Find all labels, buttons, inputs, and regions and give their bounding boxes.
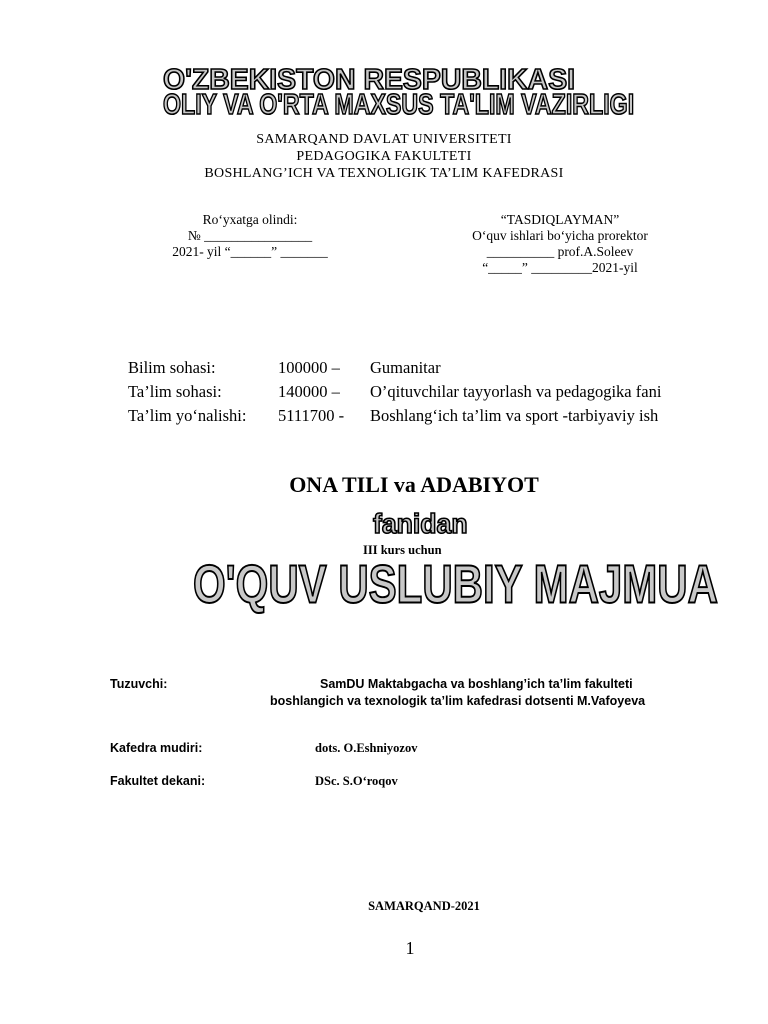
approval-role: O‘quv ishlari bo‘yicha prorektor (472, 228, 648, 243)
registration-title: Ro‘yxatga olindi: (202, 212, 298, 227)
faculty-name: PEDAGOGIKA FAKULTETI (296, 149, 472, 164)
ministry-wordart: OLIY VA O'RTA MAXSUS TA'LIM VAZIRLIGI (163, 89, 635, 121)
approval-signature: __________ prof.A.Soleev (486, 244, 634, 259)
registration-block (150, 212, 350, 260)
compiler-line-2: boshlangich va texnologik ta’lim kafedrasi dotsenti M.Vafoyeva (270, 694, 646, 708)
dean-value: DSc. S.O‘roqov (315, 774, 398, 788)
field-code: 140000 – (278, 382, 340, 401)
department-name: BOSHLANG’ICH VA TEXNOLIGIK TA’LIM KAFEDRASI (204, 166, 564, 181)
city-year: SAMARQAND-2021 (368, 899, 480, 913)
compiler-line-1: SamDU Maktabgacha va boshlang’ich ta’lim fakulteti (320, 677, 633, 691)
course-label: III kurs uchun (363, 543, 442, 557)
field-label: Ta’lim yo‘nalishi: (128, 406, 247, 425)
head-value: dots. O.Eshniyozov (315, 741, 418, 755)
field-code: 5111700 - (278, 406, 345, 425)
complex-wordart: O'QUV USLUBIY MAJMUA (193, 553, 718, 615)
fanidan-wordart: fanidan (373, 508, 468, 539)
registration-number: № ________________ (187, 228, 313, 243)
head-label: Kafedra mudiri: (110, 741, 203, 755)
subject-title: ONA TILI va ADABIYOT (289, 472, 539, 497)
registration-date: 2021- yil “______” _______ (172, 244, 328, 259)
field-value: Boshlang‘ich ta’lim va sport -tarbiyaviy ish (370, 406, 659, 425)
field-value: O’qituvchilar tayyorlash va pedagogika fani (370, 382, 662, 401)
republic-wordart: O'ZBEKISTON RESPUBLIKASI (163, 64, 576, 96)
page-number: 1 (405, 938, 415, 958)
dean-label: Fakultet dekani: (110, 774, 206, 788)
field-label: Ta’lim sohasi: (128, 382, 222, 401)
approval-date: “_____” _________2021-yil (482, 260, 638, 275)
field-value: Gumanitar (370, 358, 441, 377)
compiler-label: Tuzuvchi: (110, 677, 168, 691)
university-name: SAMARQAND DAVLAT UNIVERSITETI (256, 132, 512, 147)
field-label: Bilim sohasi: (128, 358, 216, 377)
approval-block (440, 212, 680, 276)
field-code: 100000 – (278, 358, 340, 377)
approval-title: “TASDIQLAYMAN” (500, 212, 620, 227)
